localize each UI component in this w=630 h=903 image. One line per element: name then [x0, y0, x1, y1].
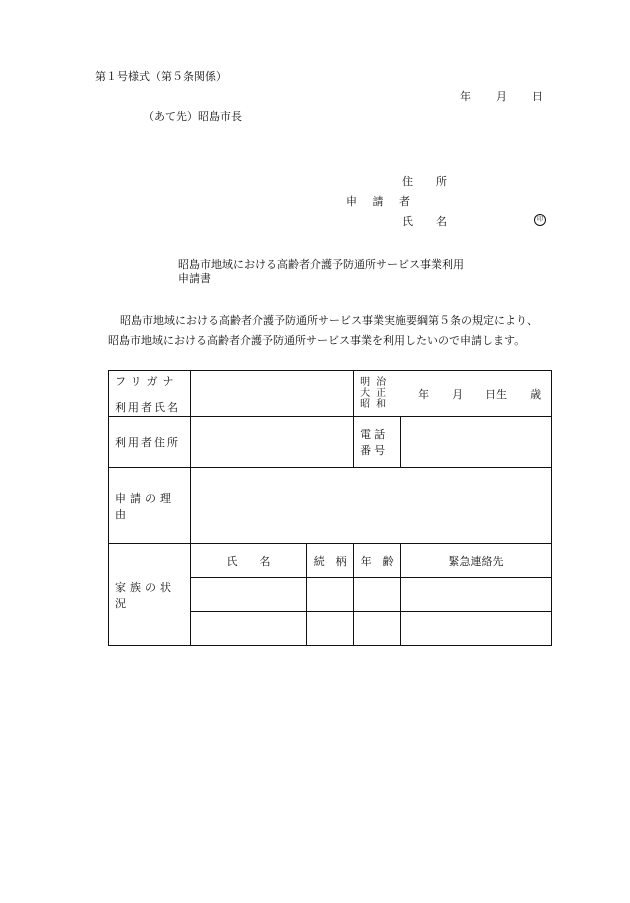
family-age-input[interactable]	[354, 612, 401, 646]
family-age-header: 年 齢	[354, 544, 401, 578]
user-address-label: 利用者住所	[109, 417, 191, 468]
table-row	[109, 544, 552, 578]
table-row	[109, 371, 552, 417]
birthdate-cell[interactable]	[354, 371, 552, 417]
reason-label: 申請の理由	[109, 468, 191, 544]
document-title	[178, 258, 464, 286]
family-relation-input[interactable]	[307, 578, 354, 612]
family-contact-header: 緊急連絡先	[401, 544, 552, 578]
applicant-address-label: 住 所	[402, 175, 453, 188]
body-text-line2: 昭島市地域における高齢者介護予防通所サービス事業を利用したいので申請します。	[108, 334, 526, 347]
name-label-cell	[109, 371, 191, 417]
applicant-label: 申 請 者	[346, 195, 416, 208]
document-title-line2: 申請書	[178, 272, 211, 285]
phone-input[interactable]	[401, 417, 552, 468]
seal-mark: 印	[534, 214, 546, 226]
user-name-input[interactable]	[190, 371, 353, 417]
birth-date-line	[418, 386, 541, 402]
table-row	[109, 417, 552, 468]
family-age-input[interactable]	[354, 578, 401, 612]
era-options	[354, 377, 392, 410]
family-contact-input[interactable]	[401, 612, 552, 646]
date-line	[460, 88, 543, 104]
form-number: 第１号様式（第５条関係）	[95, 70, 227, 83]
era-taisho[interactable]: 大正	[360, 388, 393, 399]
applicant-name-label: 氏 名	[402, 215, 453, 228]
birth-month-label: 月	[452, 387, 464, 401]
date-month-label: 月	[496, 90, 507, 103]
family-relation-input[interactable]	[307, 612, 354, 646]
era-showa[interactable]: 昭和	[360, 399, 393, 410]
era-meiji[interactable]: 明治	[360, 377, 393, 388]
family-contact-input[interactable]	[401, 578, 552, 612]
application-table	[108, 370, 552, 646]
table-row	[109, 468, 552, 544]
user-address-input[interactable]	[190, 417, 353, 468]
body-text-line1: 昭島市地域における高齢者介護予防通所サービス事業実施要綱第５条の規定により、	[120, 314, 538, 327]
age-label: 歳	[530, 387, 542, 401]
user-name-label: 利用者氏名	[115, 400, 180, 414]
date-day-label: 日	[532, 90, 543, 103]
body-text	[108, 311, 538, 351]
addressee: （あて先）昭島市長	[143, 110, 242, 123]
family-label: 家族の状況	[109, 544, 191, 646]
family-name-input[interactable]	[190, 612, 307, 646]
furigana-label: フリガナ	[115, 374, 179, 388]
family-name-input[interactable]	[190, 578, 307, 612]
family-name-header: 氏 名	[190, 544, 307, 578]
birth-year-label: 年	[418, 387, 430, 401]
birth-day-label: 日生	[485, 387, 508, 401]
reason-input[interactable]	[190, 468, 551, 544]
date-year-label: 年	[460, 90, 471, 103]
document-title-line1: 昭島市地域における高齢者介護予防通所サービス事業利用	[178, 258, 464, 271]
family-relation-header: 続 柄	[307, 544, 354, 578]
phone-label: 電話番号	[354, 417, 401, 468]
